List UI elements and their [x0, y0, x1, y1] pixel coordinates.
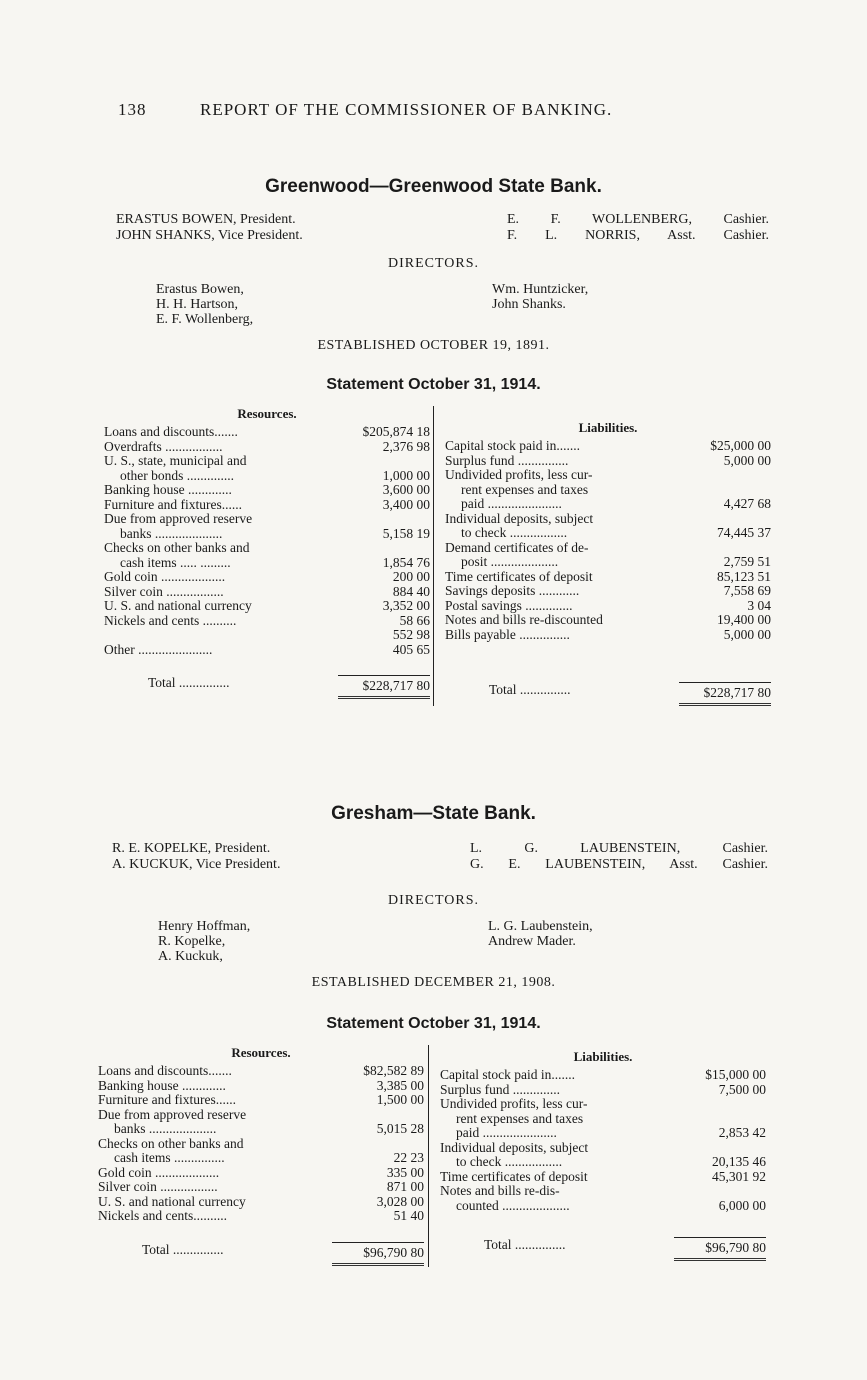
ledger-amount: 45,301 92 [712, 1168, 766, 1184]
ledger-row [98, 1209, 424, 1224]
ledger-label: Banking house ............. [98, 1078, 226, 1093]
ledger-label: paid ...................... [461, 497, 562, 511]
ledger-row [104, 628, 430, 643]
officer: F. L. NORRIS, Asst. Cashier. [507, 228, 769, 243]
ledger-label: cash items ..... ......... [120, 555, 231, 570]
ledger-amount: 200 00 [392, 569, 430, 584]
ledger-row [445, 541, 771, 556]
ledger-label: Silver coin ................. [104, 584, 224, 599]
ledger-amount: 22 23 [393, 1150, 424, 1165]
ledger-amount: 5,000 00 [723, 626, 771, 642]
ledger-row [104, 643, 430, 658]
liabilities-total: $96,790 80 [674, 1237, 766, 1256]
ledger-row [104, 570, 430, 585]
resources-heading: Resources. [231, 1045, 291, 1060]
liabilities-total: $228,717 80 [679, 682, 771, 701]
ledger-label: banks .................... [114, 1122, 217, 1136]
officer: R. E. KOPELKE, President. [112, 841, 271, 856]
ledger-label: U. S. and national currency [98, 1194, 246, 1209]
ledger-label: Due from approved reserve [98, 1107, 247, 1122]
ledger-amount: 2,376 98 [382, 438, 430, 454]
ledger-row [104, 469, 430, 484]
director: R. Kopelke, [158, 934, 226, 949]
ledger-amount [338, 541, 430, 556]
ledger-amount: $25,000 00 [710, 438, 771, 453]
ledger-label: Due from approved reserve [104, 512, 253, 526]
director: Wm. Huntzicker, [492, 282, 589, 297]
ledger-row [104, 585, 430, 600]
ledger-amount: 3,600 00 [382, 482, 430, 497]
ledger-label: Loans and discounts....... [98, 1064, 232, 1078]
ledger-label: Loans and discounts....... [104, 425, 238, 439]
ledger-label: Nickels and cents.......... [98, 1209, 227, 1223]
ledger-amount: 871 00 [386, 1179, 424, 1194]
ledger-row [445, 570, 771, 585]
ledger-row [440, 1170, 766, 1185]
ledger-label: Notes and bills re-discounted [445, 613, 603, 627]
liabilities-heading: Liabilities. [573, 1049, 633, 1064]
director: Andrew Mader. [488, 934, 576, 949]
running-header [118, 100, 718, 120]
ledger-amount: 74,445 37 [717, 525, 771, 540]
ledger-amount [332, 1108, 424, 1123]
ledger-label: posit .................... [461, 555, 559, 569]
ledger-amount: 3 04 [747, 597, 771, 613]
officer: L. G. LAUBENSTEIN, Cashier. [470, 841, 768, 856]
ledger-label: Notes and bills re-dis- [440, 1184, 560, 1198]
ledger-row [440, 1199, 766, 1214]
ledger-label: Individual deposits, subject [440, 1140, 589, 1155]
ledger-row [440, 1155, 766, 1170]
officer: JOHN SHANKS, Vice President. [116, 228, 303, 243]
ledger-label: Banking house ............. [104, 483, 232, 497]
directors-right [488, 919, 593, 949]
resources-list [98, 1064, 424, 1224]
ledger-label: Surplus fund ............... [445, 453, 569, 468]
ledger-row [98, 1151, 424, 1166]
page-number: 138 [118, 100, 147, 119]
liabilities-total-row [440, 1237, 766, 1256]
ledger-amount: 1,854 76 [382, 554, 430, 570]
established-date: ESTABLISHED OCTOBER 19, 1891. [317, 338, 550, 353]
ledger-row [445, 454, 771, 469]
ledger-amount: 335 00 [386, 1164, 424, 1180]
director: Henry Hoffman, [158, 919, 251, 934]
ledger-row [98, 1166, 424, 1181]
total-label: Total ............... [142, 1241, 224, 1257]
resources-column [104, 406, 430, 694]
ledger-label: Checks on other banks and [98, 1136, 244, 1151]
directors [0, 919, 867, 967]
ledger-amount [674, 1184, 766, 1199]
statement-title: Statement October 31, 1914. [326, 376, 541, 393]
ledger-row [445, 483, 771, 498]
officer: ERASTUS BOWEN, President. [116, 212, 296, 227]
ledger-row [445, 439, 771, 454]
liabilities-column [445, 406, 771, 701]
total-label: Total ............... [484, 1237, 566, 1252]
ledger-amount [338, 512, 430, 527]
ledger-amount: 5,158 19 [382, 525, 430, 541]
ledger-row [104, 527, 430, 542]
ledger-amount: $205,874 18 [362, 424, 430, 439]
ledger-amount [338, 454, 430, 469]
directors-heading: DIRECTORS. [387, 256, 480, 271]
ledger-label: Furniture and fixtures...... [104, 497, 242, 512]
ledger-row [440, 1141, 766, 1156]
total-label: Total ............... [148, 675, 230, 690]
ledger-amount [679, 512, 771, 527]
ledger-label: Checks on other banks and [104, 541, 250, 555]
ledger-row [98, 1064, 424, 1079]
ledger-amount: 3,028 00 [376, 1193, 424, 1209]
ledger-label: Savings deposits ............ [445, 584, 580, 598]
ledger-label: Time certificates of deposit [445, 569, 593, 584]
ledger-row [440, 1184, 766, 1199]
ledger-row [104, 541, 430, 556]
column-divider [433, 406, 434, 706]
director: L. G. Laubenstein, [488, 919, 593, 934]
officer: E. F. WOLLENBERG, Cashier. [507, 212, 769, 227]
ledger-amount: 7,558 69 [723, 583, 771, 598]
ledger-row [445, 613, 771, 628]
liabilities-heading: Liabilities. [578, 420, 638, 435]
ledger-row [104, 614, 430, 629]
ledger-label: Demand certificates of de- [445, 540, 589, 555]
ledger-row [445, 512, 771, 527]
directors-left [156, 282, 253, 327]
ledger-label: Other ...................... [104, 642, 213, 657]
ledger-row [98, 1108, 424, 1123]
ledger-amount: 20,135 46 [712, 1154, 766, 1169]
ledger-label: cash items ............... [114, 1151, 225, 1165]
ledger-label [104, 628, 338, 643]
ledger-label: banks .................... [120, 526, 223, 541]
resources-total-row [104, 675, 430, 694]
ledger-row [98, 1079, 424, 1094]
statement-ledger [0, 406, 867, 726]
director: A. Kuckuk, [158, 949, 223, 964]
ledger-label: Capital stock paid in....... [440, 1068, 575, 1082]
ledger-amount: 3,400 00 [382, 496, 430, 512]
ledger-label: Furniture and fixtures...... [98, 1093, 236, 1107]
report-title: REPORT OF THE COMMISSIONER OF BANKING. [200, 100, 613, 119]
ledger-label: Undivided profits, less cur- [440, 1097, 588, 1111]
ledger-label: to check ................. [461, 526, 568, 540]
ledger-amount: 85,123 51 [717, 568, 771, 584]
ledger-label: other bonds .............. [120, 468, 234, 483]
ledger-label: Gold coin ................... [104, 570, 226, 584]
directors-left [158, 919, 250, 964]
ledger-row [104, 556, 430, 571]
bank-title: Greenwood—Greenwood State Bank. [265, 176, 602, 197]
ledger-row [445, 526, 771, 541]
ledger-amount: 3,385 00 [376, 1077, 424, 1093]
ledger-amount: 7,500 00 [718, 1081, 766, 1097]
resources-column [98, 1045, 424, 1261]
ledger-amount: 51 40 [393, 1208, 424, 1223]
ledger-label: Overdrafts ................. [104, 439, 223, 454]
officers-right [507, 212, 769, 244]
ledger-label: Undivided profits, less cur- [445, 468, 593, 482]
bank-section-gresham [0, 803, 867, 1285]
ledger-row [445, 555, 771, 570]
ledger-amount: 1,500 00 [376, 1092, 424, 1107]
ledger-label: Time certificates of deposit [440, 1169, 588, 1184]
ledger-amount: 405 65 [392, 641, 430, 657]
ledger-label: Silver coin ................. [98, 1180, 218, 1194]
ledger-amount [679, 483, 771, 498]
resources-heading: Resources. [237, 406, 297, 421]
ledger-amount: 2,853 42 [718, 1125, 766, 1140]
ledger-label: rent expenses and taxes [456, 1111, 584, 1126]
director: E. F. Wollenberg, [156, 312, 254, 327]
director: Erastus Bowen, [156, 282, 244, 297]
ledger-row [445, 599, 771, 614]
ledger-amount [674, 1112, 766, 1127]
officer: A. KUCKUK, Vice President. [112, 857, 281, 872]
directors [0, 282, 867, 330]
ledger-row [440, 1068, 766, 1083]
ledger-label: to check ................. [456, 1155, 563, 1169]
ledger-row [104, 425, 430, 440]
ledger-row [98, 1195, 424, 1210]
established-date: ESTABLISHED DECEMBER 21, 1908. [311, 975, 556, 990]
liabilities-list [445, 439, 771, 642]
total-label: Total ............... [489, 682, 571, 697]
ledger-row [104, 454, 430, 469]
ledger-amount: 58 66 [399, 612, 430, 628]
resources-total: $96,790 80 [332, 1242, 424, 1261]
statement-title: Statement October 31, 1914. [326, 1015, 541, 1032]
liabilities-column [440, 1045, 766, 1256]
director: John Shanks. [492, 297, 566, 312]
resources-total: $228,717 80 [338, 675, 430, 694]
liabilities-list [440, 1068, 766, 1213]
ledger-label: U. S., state, municipal and [104, 454, 247, 468]
bank-section-greenwood [0, 176, 867, 726]
ledger-row [440, 1126, 766, 1141]
officers-right [470, 841, 768, 873]
ledger-amount: 1,000 00 [382, 467, 430, 483]
ledger-label: Capital stock paid in....... [445, 439, 580, 453]
ledger-amount: 2,759 51 [723, 554, 771, 569]
ledger-amount [679, 541, 771, 556]
ledger-row [98, 1093, 424, 1108]
ledger-row [104, 498, 430, 513]
ledger-row [445, 584, 771, 599]
ledger-amount: 552 98 [392, 627, 430, 642]
ledger-row [104, 483, 430, 498]
directors-heading: DIRECTORS. [387, 893, 480, 908]
bank-title: Gresham—State Bank. [331, 803, 536, 824]
director: H. H. Hartson, [156, 297, 239, 312]
directors-right [492, 282, 588, 312]
ledger-label: Individual deposits, subject [445, 511, 594, 526]
ledger-label: Gold coin ................... [98, 1165, 220, 1180]
ledger-row [445, 628, 771, 643]
ledger-row [98, 1180, 424, 1195]
ledger-row [104, 512, 430, 527]
resources-list [104, 425, 430, 657]
liabilities-total-row [445, 682, 771, 701]
officers-left [112, 841, 280, 873]
ledger-label: Bills payable ............... [445, 627, 570, 642]
ledger-amount: 19,400 00 [717, 612, 771, 627]
ledger-label: rent expenses and taxes [461, 482, 589, 497]
officers [0, 841, 867, 875]
ledger-amount [674, 1141, 766, 1156]
ledger-row [440, 1097, 766, 1112]
ledger-amount [674, 1097, 766, 1112]
ledger-amount: 3,352 00 [382, 598, 430, 613]
ledger-label: Surplus fund .............. [440, 1082, 561, 1097]
ledger-row [104, 599, 430, 614]
ledger-amount: 4,427 68 [723, 496, 771, 511]
statement-ledger [0, 1045, 867, 1285]
ledger-amount: 5,015 28 [376, 1121, 424, 1136]
ledger-label: Nickels and cents .......... [104, 613, 237, 628]
ledger-amount: 884 40 [392, 583, 430, 599]
ledger-label: paid ...................... [456, 1126, 557, 1140]
ledger-amount [679, 468, 771, 483]
ledger-label: U. S. and national currency [104, 599, 252, 613]
ledger-amount: $15,000 00 [705, 1067, 766, 1082]
ledger-row [445, 497, 771, 512]
officer: G. E. LAUBENSTEIN, Asst. Cashier. [470, 857, 768, 872]
ledger-row [98, 1122, 424, 1137]
ledger-amount [332, 1137, 424, 1152]
column-divider [428, 1045, 429, 1267]
ledger-label: counted .................... [456, 1198, 570, 1213]
ledger-row [445, 468, 771, 483]
ledger-amount: 5,000 00 [723, 452, 771, 468]
resources-total-row [98, 1242, 424, 1261]
officers [0, 212, 867, 246]
officers-left [116, 212, 303, 244]
ledger-row [104, 440, 430, 455]
ledger-label: Postal savings .............. [445, 598, 573, 613]
ledger-row [440, 1112, 766, 1127]
ledger-amount: $82,582 89 [363, 1063, 424, 1078]
ledger-row [440, 1083, 766, 1098]
ledger-row [98, 1137, 424, 1152]
ledger-amount: 6,000 00 [718, 1197, 766, 1213]
